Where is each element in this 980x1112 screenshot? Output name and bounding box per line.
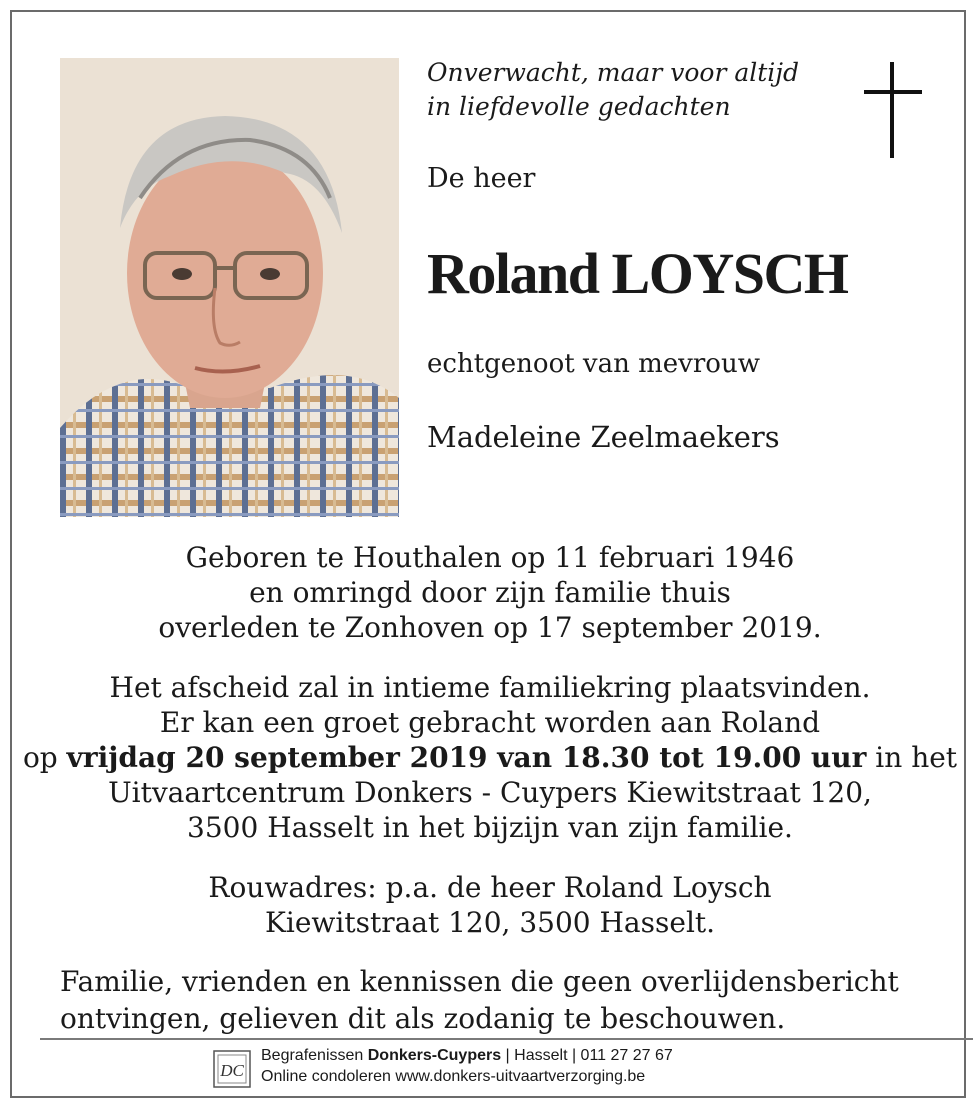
portrait-photo (60, 58, 399, 517)
address-line-1: Rouwadres: p.a. de heer Roland Loysch (208, 871, 772, 904)
spouse-name: Madeleine Zeelmaekers (427, 420, 780, 454)
funeral-home-logo (213, 1050, 251, 1088)
address-line-2: Kiewitstraat 120, 3500 Hasselt. (264, 906, 716, 939)
death-line: overleden te Zonhoven op 17 september 2019. (158, 611, 822, 644)
notice-block (60, 963, 899, 1037)
notice-line-2: ontvingen, gelieven dit als zodanig te beschouwen. (60, 1002, 786, 1035)
surrounded-line: en omringd door zijn familie thuis (249, 576, 731, 609)
logo-letters: DC (220, 1061, 244, 1080)
motto (427, 56, 799, 124)
birth-line: Geboren te Houthalen op 11 februari 1946 (185, 541, 795, 574)
ceremony-line-1: Het afscheid zal in intieme familiekring plaatsvinden. (109, 671, 871, 704)
deceased-name: Roland LOYSCH (427, 241, 848, 306)
ceremony-block (0, 670, 980, 845)
footer-line-1 (261, 1045, 673, 1066)
ceremony-pre: op (22, 741, 67, 774)
motto-line-1: Onverwacht, maar voor altijd (427, 58, 800, 87)
footer-company: Donkers-Cuypers (367, 1047, 502, 1064)
salutation: De heer (427, 163, 536, 194)
ceremony-line-4: Uitvaartcentrum Donkers - Cuypers Kiewitstraat 120, (108, 776, 872, 809)
mourning-address (0, 870, 980, 940)
ceremony-line-2: Er kan een groet gebracht worden aan Roland (159, 706, 821, 739)
cross-icon (864, 62, 922, 158)
visitation-time: vrijdag 20 september 2019 van 18.30 tot 19.00 uur (66, 741, 867, 774)
footer-prefix: Begrafenissen (261, 1047, 368, 1064)
ceremony-line-5: 3500 Hasselt in het bijzijn van zijn familie. (187, 811, 793, 844)
notice-line-1: Familie, vrienden en kennissen die geen overlijdensbericht (60, 965, 899, 998)
footer-contact: | Hasselt | 011 27 27 67 (501, 1047, 673, 1064)
motto-line-2: in liefdevolle gedachten (427, 92, 731, 121)
birth-death-block (0, 540, 980, 645)
footer (261, 1045, 673, 1087)
footer-condolence-link[interactable]: Online condoleren www.donkers-uitvaartverzorging.be (261, 1068, 646, 1085)
ceremony-line-3 (0, 740, 980, 775)
divider (40, 1038, 973, 1040)
ceremony-post: in het (866, 741, 958, 774)
spouse-label: echtgenoot van mevrouw (427, 349, 760, 379)
